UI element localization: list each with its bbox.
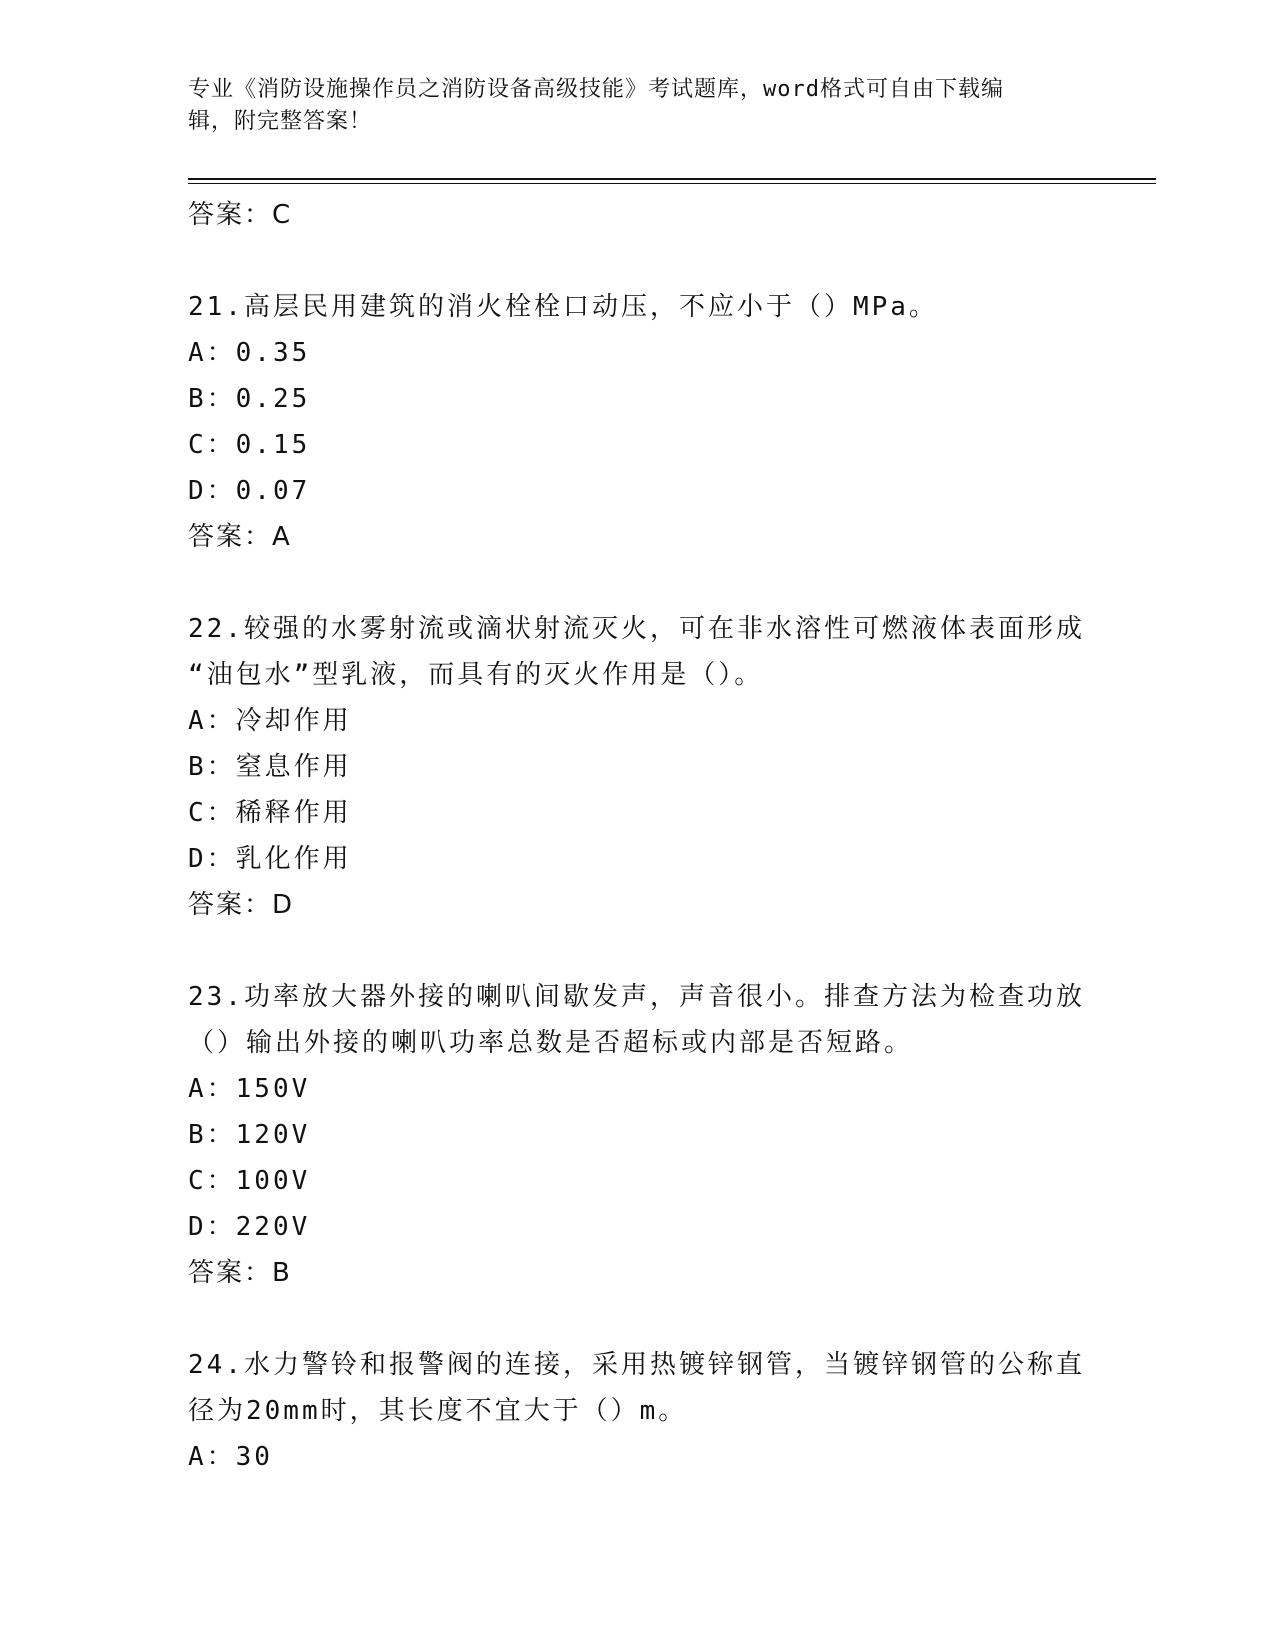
answer: 答案：D: [188, 890, 295, 920]
question-stem-continued: （）输出外接的喇叭功率总数是否超标或内部是否短路。: [188, 1028, 914, 1058]
option-c: C：0.15: [188, 430, 311, 460]
spacer: [188, 238, 1088, 284]
option-b: B：窒息作用: [188, 752, 352, 782]
option-b: B：0.25: [188, 384, 311, 414]
question-stem: 21.高层民用建筑的消火栓栓口动压，不应小于（）MPa。: [188, 292, 938, 322]
question-21: [188, 284, 1088, 560]
option-a: A：150V: [188, 1074, 311, 1104]
option-c: C：稀释作用: [188, 798, 352, 828]
option-d: D：乳化作用: [188, 844, 352, 874]
question-stem-continued: “油包水”型乳液，而具有的灭火作用是（）。: [188, 660, 764, 690]
question-list: [188, 192, 1088, 1480]
question-22: [188, 606, 1088, 928]
option-d: D：220V: [188, 1212, 311, 1242]
answer: 答案：A: [188, 522, 292, 552]
question-24: [188, 1342, 1088, 1480]
spacer: [188, 1296, 1088, 1342]
option-d: D：0.07: [188, 476, 311, 506]
option-b: B：120V: [188, 1120, 311, 1150]
option-c: C：100V: [188, 1166, 311, 1196]
spacer: [188, 560, 1088, 606]
document-header: [188, 74, 1078, 138]
header-rule-thin: [188, 183, 1156, 184]
spacer: [188, 928, 1088, 974]
option-a: A：0.35: [188, 338, 311, 368]
answer: 答案：B: [188, 1258, 292, 1288]
header-rule-thick: [188, 178, 1156, 180]
previous-answer: 答案：C: [188, 200, 293, 230]
question-stem-continued: 径为20mm时，其长度不宜大于（）m。: [188, 1396, 688, 1426]
header-line-1: 专业《消防设施操作员之消防设备高级技能》考试题库，word格式可自由下载编: [188, 77, 1004, 102]
option-a: A：冷却作用: [188, 706, 352, 736]
question-23: [188, 974, 1088, 1296]
question-stem: 24.水力警铃和报警阀的连接，采用热镀锌钢管，当镀锌钢管的公称直: [188, 1350, 1085, 1380]
question-stem: 23.功率放大器外接的喇叭间歇发声，声音很小。排查方法为检查功放: [188, 982, 1085, 1012]
question-stem: 22.较强的水雾射流或滴状射流灭火，可在非水溶性可燃液体表面形成: [188, 614, 1085, 644]
option-a: A：30: [188, 1442, 273, 1472]
header-line-2: 辑，附完整答案！: [188, 109, 373, 134]
